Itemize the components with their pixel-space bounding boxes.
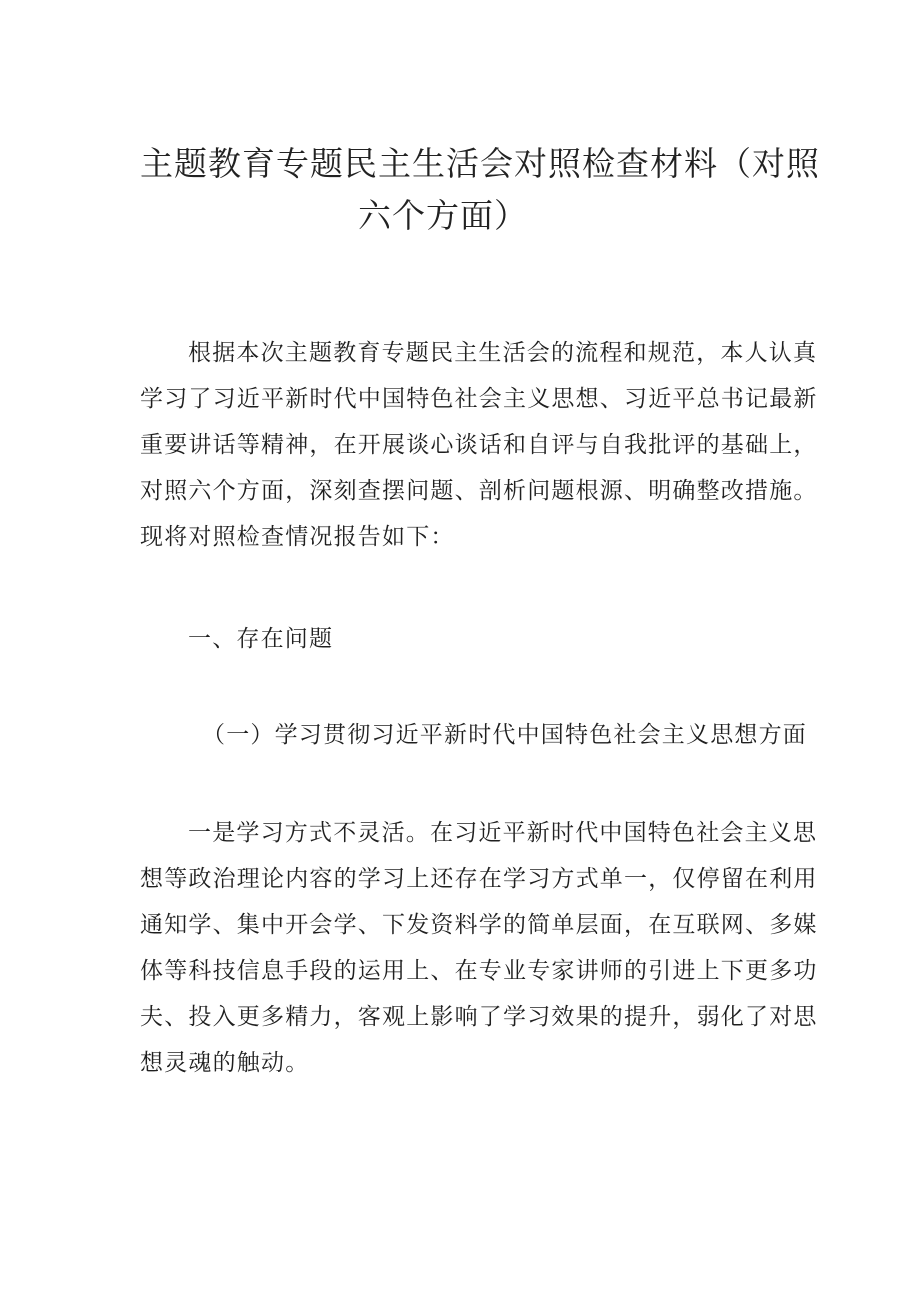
- sub-heading-text: （一）学习贯彻习近平新时代中国特色社会主义思想方面: [202, 722, 807, 748]
- point-one-line: 夫、投入更多精力，客观上影响了学习效果的提升，弱化了对思: [140, 1004, 818, 1030]
- point-one-line: 通知学、集中开会学、下发资料学的简单层面，在互联网、多媒: [140, 912, 818, 938]
- title-line-1: 主题教育专题民主生活会对照检查材料（对照: [140, 144, 820, 183]
- intro-line: 对照六个方面，深刻查摆问题、剖析问题根源、明确整改措施。: [140, 478, 818, 504]
- intro-paragraph: [140, 330, 818, 560]
- point-one-line: 想灵魂的触动。: [140, 1050, 310, 1076]
- sub-heading: [140, 712, 807, 758]
- section-heading-text: 一、存在问题: [188, 626, 334, 652]
- intro-line: 现将对照检查情况报告如下：: [140, 524, 455, 550]
- point-one-paragraph: [140, 810, 818, 1086]
- section-heading: [140, 616, 790, 662]
- intro-line: 根据本次主题教育专题民主生活会的流程和规范，本人认真: [188, 340, 818, 366]
- document-title: [140, 138, 820, 242]
- point-one-line: 体等科技信息手段的运用上、在专业专家讲师的引进上下更多功: [140, 958, 818, 984]
- title-line-2: 六个方面）: [358, 196, 528, 235]
- point-one-line: 一是学习方式不灵活。在习近平新时代中国特色社会主义思: [188, 820, 818, 846]
- intro-line: 学习了习近平新时代中国特色社会主义思想、习近平总书记最新: [140, 386, 818, 412]
- point-one-line: 想等政治理论内容的学习上还存在学习方式单一，仅停留在利用: [140, 866, 818, 892]
- intro-line: 重要讲话等精神，在开展谈心谈话和自评与自我批评的基础上，: [140, 432, 818, 458]
